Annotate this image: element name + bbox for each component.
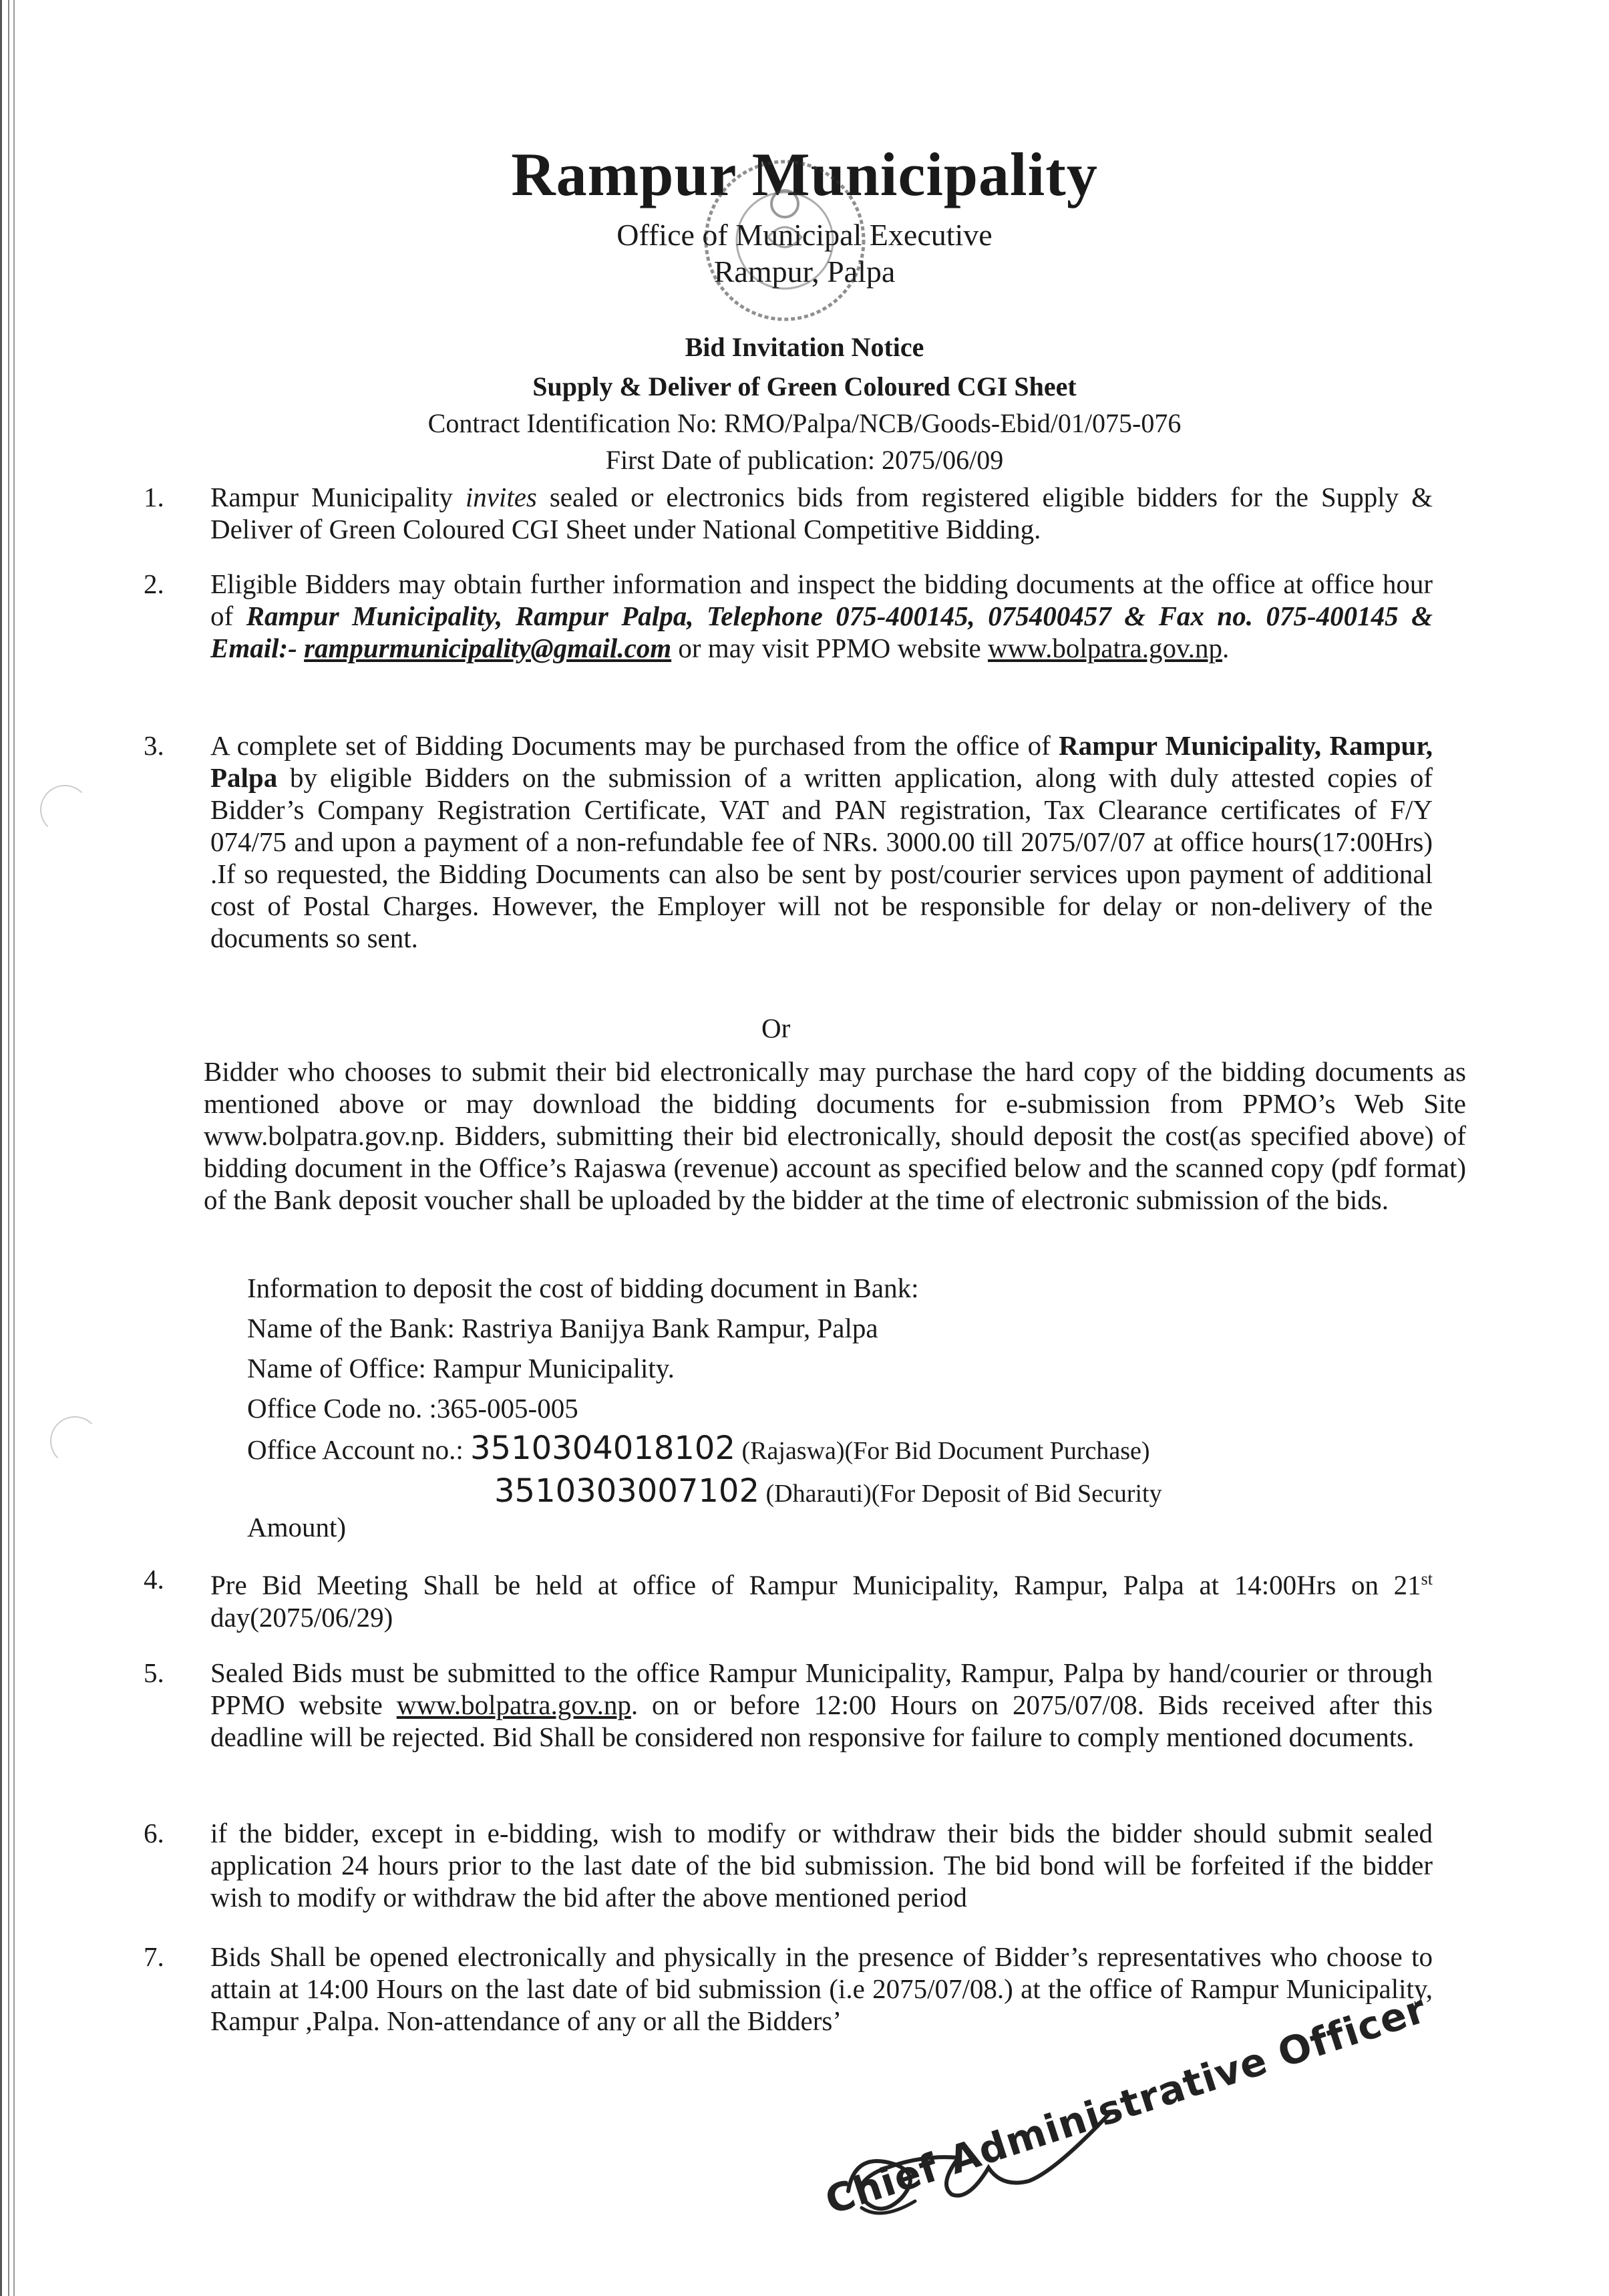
- clause-text: .: [1222, 633, 1230, 663]
- contract-id: Contract Identification No: RMO/Palpa/NCB/Goods-Ebid/01/075-076: [427, 408, 1182, 439]
- punch-hole-mark: [40, 785, 90, 834]
- office-name: Office of Municipal Executive: [616, 218, 993, 252]
- clause-text: Sealed Bids must be submitted to the office Rampur Municipality, Rampur, Palpa by hand/courier or through PPMO website: [210, 1657, 1433, 1720]
- clause-7: [144, 1941, 1433, 2037]
- clause-text: Bids Shall be opened electronically and physically in the presence of Bidder’s representatives who choose to attain at 14:00 Hours on the last date of bid submission (i.e 2075/07/08.) at the office of Rampur Municipality, Rampur ,Palpa. Non-attendance of any or all the Bidders’: [210, 1941, 1433, 2036]
- website-link[interactable]: www.bolpatra.gov.np: [396, 1689, 631, 1720]
- bank-office-name: Name of Office: Rampur Municipality.: [247, 1353, 675, 1383]
- account-note-end: Amount): [247, 1512, 347, 1542]
- or-separator: Or: [761, 1013, 791, 1043]
- clause-number: 7.: [144, 1941, 164, 1972]
- clause-text: sealed or electronics bids from registered eligible bidders for the Supply & Deliver of Green Coloured CGI Sheet under National Competitive Bidding.: [210, 482, 1433, 544]
- clause-text: . on or before 12:00 Hours on 2075/07/08. Bids received after this deadline will be rejected. Bid Shall be considered non responsive for failure to comply mentioned documents.: [210, 1689, 1433, 1752]
- punch-hole-mark: [50, 1416, 100, 1466]
- account-row-2: [247, 1471, 1162, 1514]
- clause-number: 6.: [144, 1818, 164, 1848]
- office-location: Rampur, Palpa: [713, 254, 896, 289]
- website-link[interactable]: www.bolpatra.gov.np: [987, 633, 1223, 663]
- clause-number: 3.: [144, 730, 164, 761]
- clause-text: if the bidder, except in e-bidding, wish to modify or withdraw their bids the bidder should submit sealed application 24 hours prior to the last date of the bid submission. The bid bond will be forfeited if the bidder wish to modify or withdraw the bid after the above mentioned period: [210, 1818, 1433, 1913]
- clause-number: 4.: [144, 1564, 164, 1595]
- office-code: Office Code no. :365-005-005: [247, 1393, 578, 1424]
- publication-date: First Date of publication: 2075/06/09: [605, 445, 1004, 476]
- clause-3: [144, 729, 1433, 954]
- ordinal-suffix: st: [1421, 1569, 1433, 1589]
- notice-title: Bid Invitation Notice: [685, 332, 924, 363]
- electronic-submission-paragraph: Bidder who chooses to submit their bid electronically may purchase the hard copy of the bidding documents as mentioned above or may download the bidding documents for e-submission from PPMO’s Web Site www.bolpatra.gov.np. Bidders, submitting their bid electronically, should deposit the cost(as specified above) of bidding document in the Office’s Rajaswa (revenue) account as specified below and the scanned copy (pdf format) of the Bank deposit voucher shall be uploaded by the bidder at the time of electronic submission of the bids.: [204, 1056, 1466, 1215]
- account-note-dharauti: (Dharauti)(For Deposit of Bid Security: [759, 1480, 1162, 1508]
- account-number-dharauti: 3510303007102: [494, 1472, 760, 1510]
- chief-administrative-officer-stamp: Chief Administrative Officer: [820, 1985, 1432, 2224]
- clause-text: day(2075/06/29): [210, 1601, 393, 1633]
- clause-text: Eligible Bidders may obtain further information and inspect the bidding documents at the office at office hour of: [210, 568, 1433, 631]
- municipality-title: Rampur Municipality: [511, 140, 1098, 208]
- bank-info-heading: Information to deposit the cost of bidding document in Bank:: [247, 1273, 919, 1303]
- account-number-rajaswa: 3510304018102: [470, 1430, 736, 1467]
- account-row-1: [247, 1428, 1162, 1471]
- bank-details: [247, 1268, 1162, 1540]
- bank-name: Name of the Bank: Rastriya Banijya Bank Rampur, Palpa: [247, 1313, 878, 1343]
- office-bold: Rampur Municipality, Rampur, Palpa: [210, 730, 1433, 793]
- email-link[interactable]: rampurmunicipality@gmail.com: [304, 633, 672, 663]
- clause-number: 1.: [144, 482, 164, 512]
- clause-text-italic: invites: [465, 482, 537, 512]
- clause-text: or may visit PPMO website: [671, 633, 988, 663]
- account-label: Office Account no.:: [247, 1434, 470, 1465]
- clause-6: [144, 1817, 1433, 1913]
- clause-number: 2.: [144, 568, 164, 599]
- clause-1: [144, 481, 1433, 545]
- clause-2: [144, 568, 1433, 664]
- clause-text: Rampur Municipality: [210, 482, 466, 512]
- municipality-seal-icon: [695, 150, 875, 331]
- clause-text: by eligible Bidders on the submission of a written application, along with duly attested copies of Bidder’s Company Registration Certificate, VAT and PAN registration, Tax Clearance certificates of F/Y 074/75 and upon a payment of a non-refundable fee of NRs. 3000.00 till 2075/07/07 at office hours(17:00Hrs) .If so requested, the Bidding Documents can also be sent by post/courier services upon payment of additional cost of Postal Charges. However, the Employer will not be responsible for delay or non-delivery of the documents so sent.: [210, 762, 1433, 953]
- contact-details: Rampur Municipality, Rampur Palpa, Telephone 075-400145, 075400457 & Fax no. 075-400145 & Email:-: [210, 601, 1433, 663]
- account-note-rajaswa: (Rajaswa)(For Bid Document Purchase): [735, 1437, 1150, 1465]
- clause-text: Pre Bid Meeting Shall be held at office of Rampur Municipality, Rampur, Palpa at 14:00Hrs on 21: [210, 1569, 1421, 1601]
- clause-text: A complete set of Bidding Documents may be purchased from the office of: [210, 730, 1059, 761]
- clause-number: 5.: [144, 1657, 164, 1688]
- clause-5: [144, 1657, 1433, 1753]
- clause-4: [144, 1563, 1433, 1633]
- notice-subject: Supply & Deliver of Green Coloured CGI Sheet: [532, 371, 1077, 402]
